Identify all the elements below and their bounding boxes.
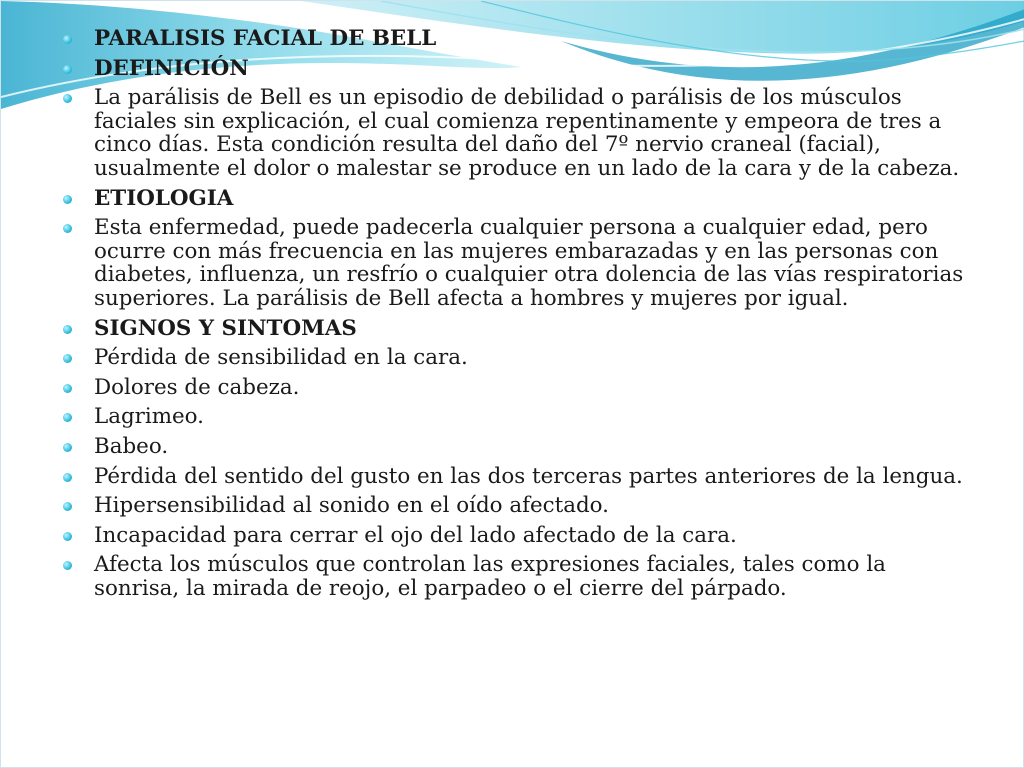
bullet-dot-icon — [63, 65, 72, 74]
bullet-dot-icon — [63, 325, 72, 334]
bullet-dot-icon — [63, 94, 72, 103]
bullet-dot-icon — [63, 532, 72, 541]
bullet-item — [63, 57, 968, 81]
bullet-item — [63, 216, 968, 310]
bullet-item — [63, 27, 968, 51]
bullet-item — [63, 376, 968, 400]
bullet-text: SIGNOS Y SINTOMAS — [94, 315, 357, 341]
bullet-text: Hipersensibilidad al sonido en el oído afectado. — [94, 493, 609, 519]
bullet-text: Pérdida de sensibilidad en la cara. — [94, 345, 468, 371]
bullet-dot-icon — [63, 443, 72, 452]
bullet-item — [63, 524, 968, 548]
bullet-dot-icon — [63, 502, 72, 511]
bullet-item — [63, 405, 968, 429]
bullet-text: Lagrimeo. — [94, 404, 204, 430]
bullet-text: ETIOLOGIA — [94, 185, 234, 211]
bullet-dot-icon — [63, 413, 72, 422]
bullet-item — [63, 317, 968, 341]
bullet-list — [63, 27, 968, 606]
bullet-text: La parálisis de Bell es un episodio de debilidad o parálisis de los músculos faciales sin explicación, el cual comienza repentinamente y empeora de tres a cinco días. Esta condición resulta del daño del 7º nervio craneal (facial), usualmente el dolor o malestar se produce en un lado de la cara y de la cabeza. — [94, 85, 960, 181]
bullet-dot-icon — [63, 384, 72, 393]
bullet-text: DEFINICIÓN — [94, 55, 249, 81]
bullet-dot-icon — [63, 561, 72, 570]
bullet-dot-icon — [63, 195, 72, 204]
bullet-dot-icon — [63, 354, 72, 363]
bullet-item — [63, 346, 968, 370]
bullet-text: Babeo. — [94, 433, 169, 459]
bullet-item — [63, 553, 968, 600]
bullet-dot-icon — [63, 35, 72, 44]
bullet-text: Incapacidad para cerrar el ojo del lado afectado de la cara. — [94, 522, 737, 548]
bullet-dot-icon — [63, 224, 72, 233]
bullet-item — [63, 86, 968, 180]
bullet-text: Dolores de cabeza. — [94, 374, 300, 400]
bullet-item — [63, 187, 968, 211]
bullet-text: Esta enfermedad, puede padecerla cualquier persona a cualquier edad, pero ocurre con más frecuencia en las mujeres embarazadas y en las personas con diabetes, influenza, un resfrío o cualquier otra dolencia de las vías respiratorias superiores. La parálisis de Bell afecta a hombres y mujeres por igual. — [94, 215, 964, 311]
bullet-item — [63, 435, 968, 459]
bullet-dot-icon — [63, 473, 72, 482]
bullet-text: Pérdida del sentido del gusto en las dos terceras partes anteriores de la lengua. — [94, 463, 963, 489]
bullet-item — [63, 465, 968, 489]
bullet-item — [63, 494, 968, 518]
bullet-text: PARALISIS FACIAL DE BELL — [94, 26, 437, 51]
bullet-text: Afecta los músculos que controlan las expresiones faciales, tales como la sonrisa, la mirada de reojo, el parpadeo o el cierre del párpado. — [94, 552, 886, 601]
